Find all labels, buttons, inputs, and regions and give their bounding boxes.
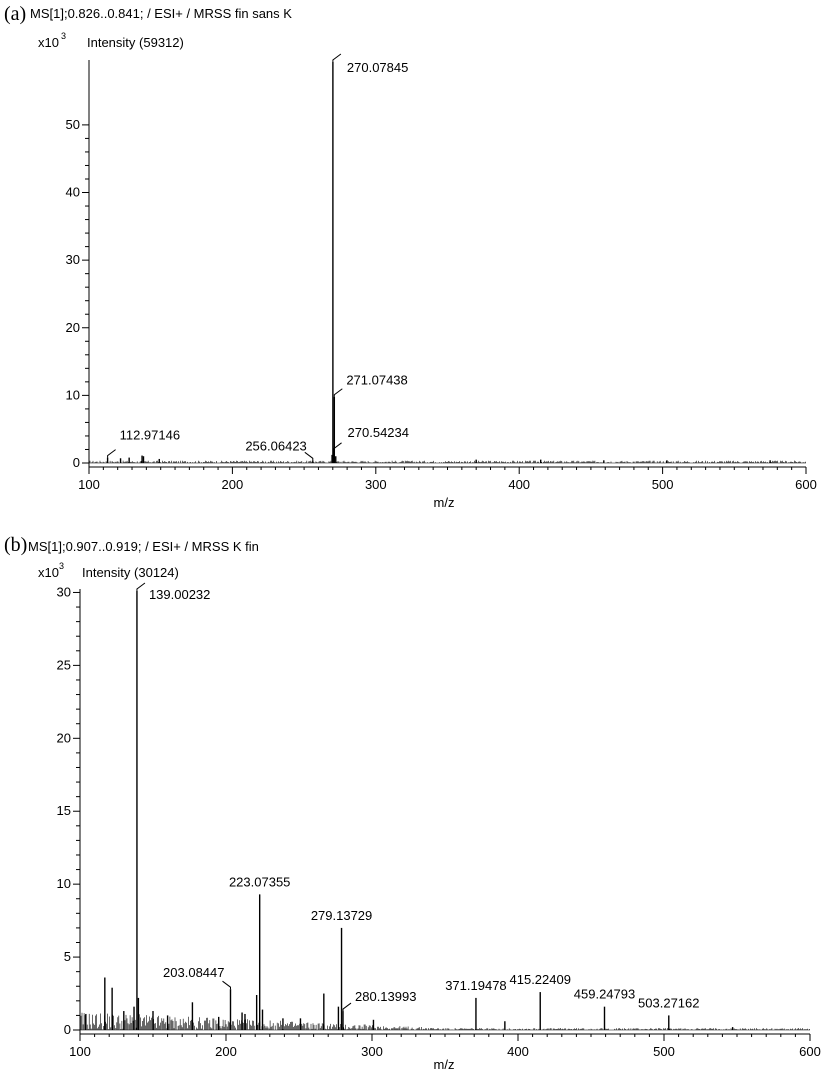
y-tick-label: 20 [65, 319, 80, 335]
x-tick-label: 100 [78, 477, 100, 492]
x-tick-label: 500 [653, 1044, 675, 1059]
panel-b-header [4, 534, 259, 580]
baseline-noise-trace [89, 461, 806, 463]
panel-a-header [4, 3, 292, 50]
peak-label: 256.06423 [245, 438, 307, 454]
panel-b-y-multiplier-exp: 3 [59, 561, 65, 571]
panel-a-y-label: Intensity (59312) [87, 35, 184, 50]
x-tick-label: 400 [507, 1044, 529, 1059]
peak-label-leader [334, 389, 342, 397]
x-tick-label: 300 [364, 477, 387, 492]
panel-a-title: MS[1];0.826..0.841; / ESI+ / MRSS fin sans K [30, 6, 292, 21]
panel-b-y-label: Intensity (30124) [82, 565, 179, 580]
y-tick-label: 20 [56, 730, 71, 746]
panel-b-plot [57, 583, 821, 1059]
peak-label: 415.22409 [509, 972, 571, 988]
panel-a-plot [66, 54, 817, 492]
y-tick-label: 30 [65, 252, 80, 268]
peak-label: 271.07438 [346, 372, 408, 388]
y-tick-label: 15 [56, 803, 71, 819]
x-tick-label: 100 [69, 1044, 91, 1059]
peak-label-leader [305, 452, 313, 460]
y-tick-label: 40 [65, 184, 80, 200]
peak-label: 459.24793 [573, 986, 636, 1002]
panel-b-letter: (b) [4, 534, 28, 556]
peak-label-leader [343, 1003, 351, 1011]
x-tick-label: 600 [795, 477, 817, 492]
y-tick-label: 10 [56, 876, 71, 892]
peak-label: 280.13993 [355, 989, 417, 1005]
y-tick-label: 50 [65, 116, 80, 132]
y-tick-label: 10 [65, 387, 80, 403]
panel-a-x-label: m/z [433, 495, 455, 510]
panel-a-y-multiplier-exp: 3 [61, 31, 67, 41]
panel-b-x-label: m/z [433, 1057, 455, 1072]
peak-label: 503.27162 [638, 995, 700, 1011]
baseline-noise-trace [80, 1013, 810, 1030]
panel-a-letter: (a) [4, 3, 27, 25]
y-tick-label: 0 [63, 1022, 71, 1037]
x-tick-label: 400 [508, 477, 531, 492]
peak-label: 371.19478 [445, 977, 507, 993]
x-tick-label: 200 [215, 1044, 237, 1059]
peak-label: 139.00232 [148, 587, 211, 602]
y-tick-label: 25 [56, 657, 71, 673]
peak-label: 270.54234 [347, 424, 410, 440]
peak-label-leader [333, 54, 341, 62]
peak-label: 223.07355 [228, 874, 291, 890]
panel-b-y-multiplier: x10 [38, 565, 59, 580]
y-tick-label: 5 [63, 949, 71, 965]
x-tick-label: 500 [651, 477, 674, 492]
y-tick-label: 30 [56, 584, 71, 600]
peak-label: 112.97146 [119, 427, 181, 443]
peak-label: 279.13729 [310, 907, 373, 923]
panel-a-y-multiplier: x10 [38, 35, 59, 50]
x-tick-label: 600 [799, 1044, 821, 1059]
peak-label-leader [137, 583, 145, 591]
x-tick-label: 300 [361, 1044, 383, 1059]
peak-label: 270.07845 [346, 60, 409, 75]
peak-label-leader [108, 450, 116, 458]
y-tick-label: 0 [72, 455, 80, 470]
panel-b-title: MS[1];0.907..0.919; / ESI+ / MRSS K fin [28, 539, 259, 554]
peak-label: 203.08447 [163, 965, 225, 981]
peak-label-leader [223, 981, 231, 989]
x-tick-label: 200 [221, 477, 244, 492]
